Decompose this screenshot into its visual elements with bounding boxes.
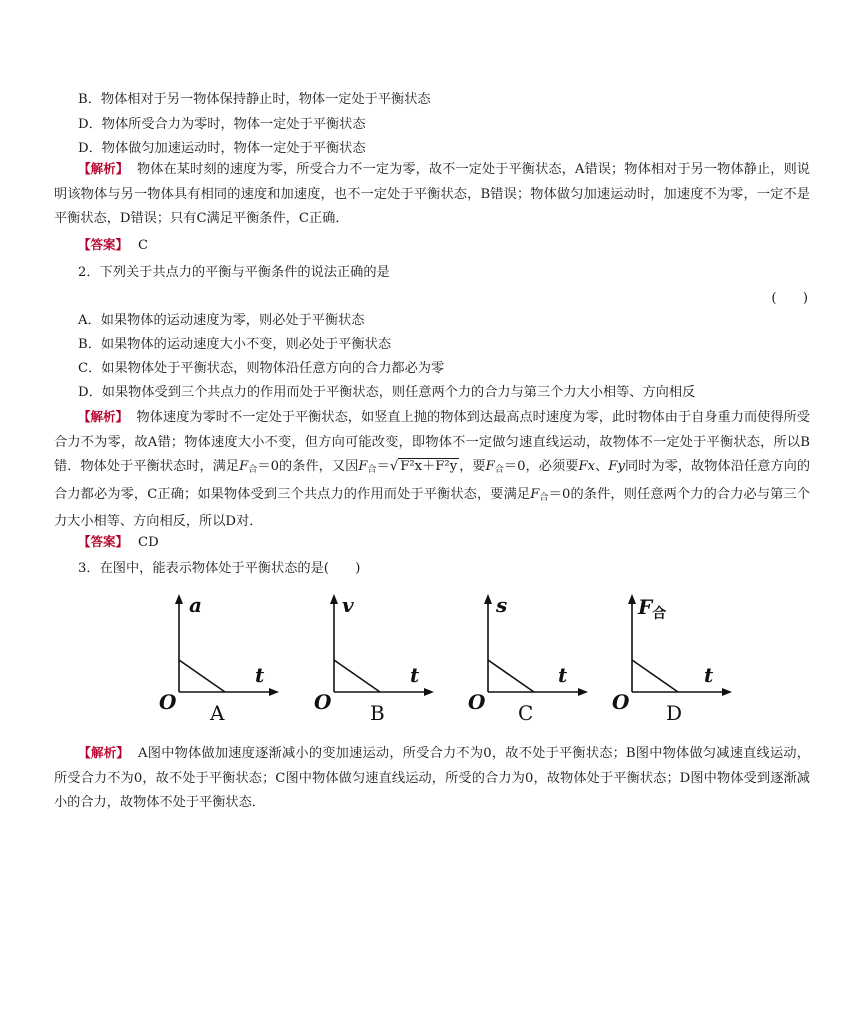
q2-option-c: C．如果物体处于平衡状态，则物体沿任意方向的合力都必为零 [78, 361, 445, 376]
equals-sign: ＝ [376, 459, 390, 474]
fx-symbol: Fx [578, 459, 596, 474]
q2-analysis-part6: ＝0的条件，则任意两个力的合力必与第三个力大小相等、方向相反，所以D对． [54, 486, 810, 529]
q2-analysis-part5: 同时为零，故物体沿任意方向的合力都必为零，C正确；如果物体受到三个共点力的作用而处于平衡状态，要满足 [54, 459, 811, 502]
q2-analysis-part1: 物体速度为零时不一定处于平衡状态，如竖直上抛的物体到达最高点时速度为零，此时物体由于自身重力而使得所受合力不为零，故A错；物体速度大小不变，但方向可能改变，即物体不一定做匀速直线运动，故物体不一定处于平衡状态，所以B错．物体处于平衡状态时，满足 [54, 410, 810, 474]
q2-stem: 2．下列关于共点力的平衡与平衡条件的说法正确的是 [78, 265, 390, 280]
q1-option-b: B．物体相对于另一物体保持静止时，物体一定处于平衡状态 [78, 92, 431, 107]
graph-letter: B [370, 701, 385, 725]
q2-answer-value: CD [138, 535, 159, 550]
y-axis-subscript: 合 [652, 606, 667, 622]
q2-answer [54, 530, 810, 556]
x-axis-label: t [410, 663, 420, 687]
origin-label: O [612, 690, 630, 714]
graph-b [310, 592, 440, 731]
y-axis-label: s [496, 593, 508, 617]
q2-answer-paren: ( ) [771, 291, 808, 306]
graph-letter: A [210, 701, 225, 725]
graph-d [612, 592, 742, 731]
f-symbol: F [358, 459, 368, 474]
q1-answer-value: C [138, 238, 149, 253]
f-subscript: 合 [248, 465, 258, 475]
origin-label: O [159, 690, 177, 714]
graph-letter: C [518, 701, 534, 725]
comma: 、 [595, 459, 609, 474]
x-axis-label: t [558, 663, 568, 687]
sqrt-expression: F²x＋F²y [400, 459, 458, 474]
analysis-tag: 【解析】 [78, 409, 129, 424]
q1-answer [54, 233, 810, 259]
origin-label: O [314, 690, 332, 714]
q3-analysis-text: A图中物体做加速度逐渐减小的变加速运动，所受合力不为0，故不处于平衡状态；B图中物体做匀减速直线运动，所受合力不为0，故不处于平衡状态；C图中物体做匀速直线运动，所受的合力为0，故物体处于平衡状态；D图中物体受到逐渐减小的合力，故物体不处于平衡状态． [54, 746, 810, 810]
q2-analysis-part4: ＝0，必须要 [503, 459, 579, 474]
f-symbol: F [485, 459, 495, 474]
fy-symbol: Fy [608, 459, 625, 474]
y-axis-label: v [342, 593, 354, 617]
origin-label: O [468, 690, 486, 714]
q1-option-d2: D．物体做匀加速运动时，物体一定处于平衡状态 [78, 141, 366, 156]
answer-tag: 【答案】 [78, 534, 129, 549]
q1-analysis [54, 157, 810, 232]
f-symbol: F [530, 486, 540, 502]
f-subscript: 合 [539, 492, 549, 503]
q1-option-d: D．物体所受合力为零时，物体一定处于平衡状态 [78, 117, 366, 132]
x-axis-label: t [255, 663, 265, 687]
q2-analysis-part3: ，要 [459, 459, 486, 474]
q2-option-d: D．如果物体受到三个共点力的作用而处于平衡状态，则任意两个力的合力与第三个力大小相等、方向相反 [78, 385, 696, 400]
y-axis-label: a [189, 593, 202, 617]
q2-option-a: A．如果物体的运动速度为零，则必处于平衡状态 [78, 313, 365, 328]
graph-a [155, 592, 285, 731]
f-symbol: F [239, 459, 249, 474]
f-subscript: 合 [494, 465, 504, 475]
x-axis-label: t [704, 663, 714, 687]
q3-stem: 3．在图中，能表示物体处于平衡状态的是( ) [78, 561, 361, 576]
q2-option-b: B．如果物体的运动速度大小不变，则必处于平衡状态 [78, 337, 392, 352]
q1-analysis-text: 物体在某时刻的速度为零，所受合力不一定为零，故不一定处于平衡状态，A错误；物体相对于另一物体静止，则说明该物体与另一物体具有相同的速度和加速度，也不一定处于平衡状态，B错误；物体做匀加速运动时，加速度不为零，一定不是平衡状态，D错误；只有C满足平衡条件，C正确． [54, 162, 810, 226]
answer-tag: 【答案】 [78, 237, 129, 252]
q2-analysis: 【解析】 物体速度为零时不一定处于平衡状态，如竖直上抛的物体到达最高点时速度为零，此时物体由于自身重力而使得所受合力不为零，故A错；物体速度大小不变，但方向可能改变，即物体不一定做匀速直线运动，故物体不一定处于平衡状态，所以B错．物体处于平衡状态时，满足$F_合=0$的条件，又因$F_合=√$ F²x＋F²y ，要$F_合=0$，必须要Fx、Fy同时为零，故物体沿任意方向的合力都必为零，C正确；如果物体受到三个共点力的作用而处于平衡状态，要满足$F_合=0$的条件，则任意两个力的合力必与第三个力大小相等、方向相反，所以D对． [54, 409, 811, 529]
y-axis-label: $F_合$ [638, 595, 667, 622]
q2-analysis-part2: ＝0的条件，又因 [257, 459, 359, 474]
f-subscript: 合 [367, 465, 377, 475]
analysis-tag: 【解析】 [78, 161, 129, 176]
analysis-tag: 【解析】 [78, 745, 130, 760]
graph-c [464, 592, 594, 731]
graph-letter: D [666, 701, 683, 725]
q3-analysis [54, 741, 810, 816]
